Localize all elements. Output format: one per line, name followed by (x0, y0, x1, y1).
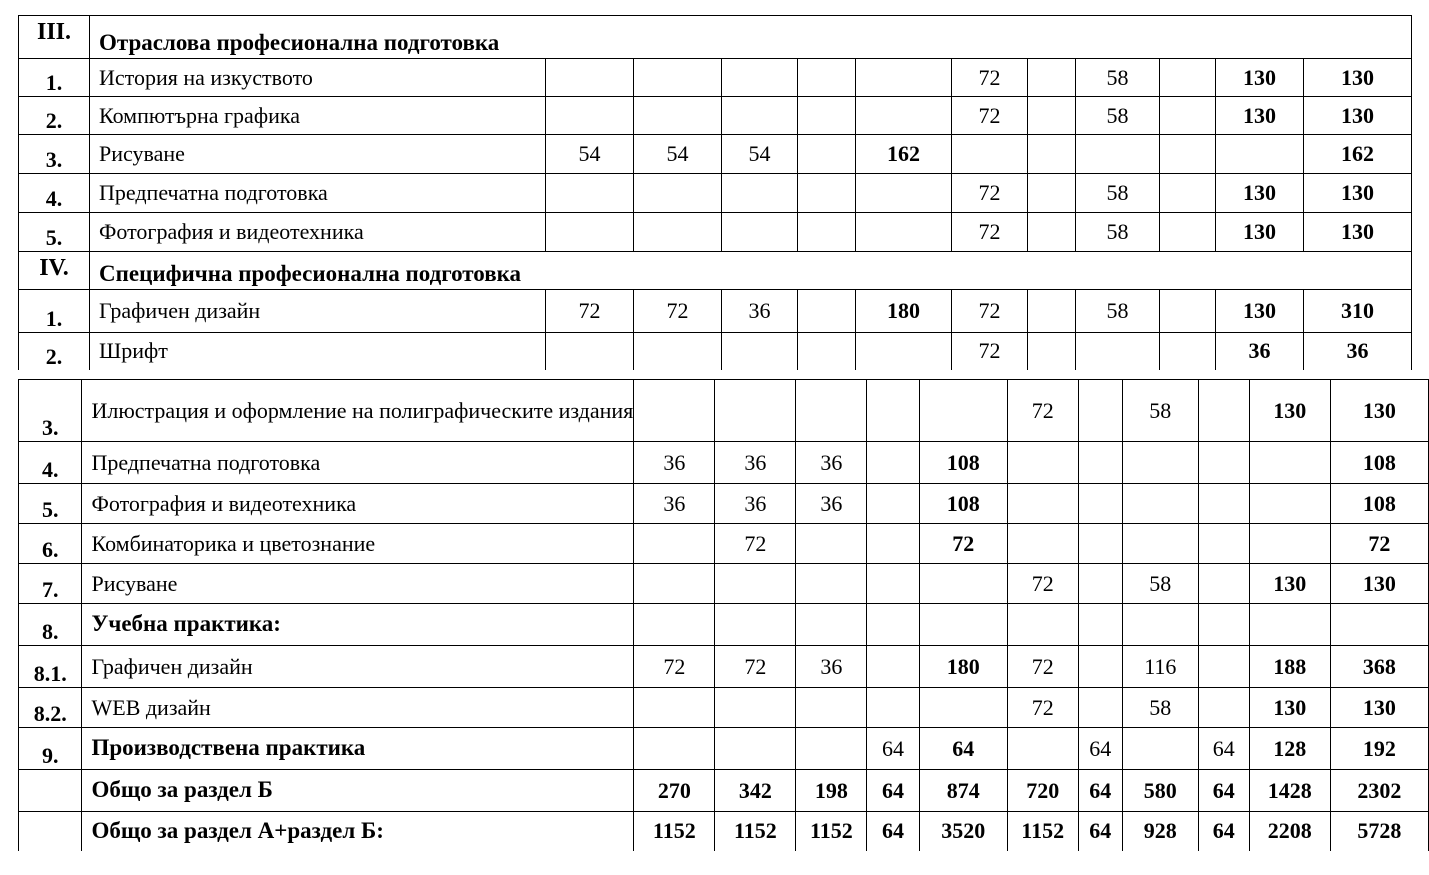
hours-cell (1078, 646, 1122, 688)
hours-cell: 72 (952, 174, 1028, 213)
row-number (19, 812, 82, 851)
hours-cell: 1152 (1007, 812, 1078, 851)
hours-cell (722, 174, 798, 213)
hours-cell: 72 (1330, 524, 1428, 564)
hours-cell (796, 728, 867, 770)
hours-cell (1078, 442, 1122, 484)
hours-cell (1330, 604, 1428, 646)
row-number: 4. (19, 174, 90, 213)
hours-cell (546, 213, 634, 252)
row-number: 9. (19, 728, 82, 770)
hours-cell: 72 (1007, 646, 1078, 688)
hours-cell: 580 (1122, 770, 1198, 812)
hours-cell: 720 (1007, 770, 1078, 812)
hours-cell (856, 174, 952, 213)
hours-cell: 64 (1198, 728, 1249, 770)
subject-name: Производствена практика (82, 728, 634, 770)
hours-cell (1028, 290, 1076, 333)
hours-cell: 36 (796, 442, 867, 484)
hours-cell: 58 (1076, 59, 1160, 97)
hours-cell (1028, 59, 1076, 97)
hours-cell: 58 (1076, 174, 1160, 213)
hours-cell: 108 (1330, 442, 1428, 484)
hours-cell (867, 442, 919, 484)
hours-cell (1007, 484, 1078, 524)
table-row (19, 174, 1412, 213)
table-row (19, 484, 1429, 524)
hours-cell (796, 688, 867, 728)
table-row (19, 524, 1429, 564)
hours-cell: 130 (1249, 688, 1330, 728)
hours-cell (546, 59, 634, 97)
hours-cell: 58 (1122, 564, 1198, 604)
hours-cell: 54 (722, 135, 798, 174)
hours-cell (1122, 484, 1198, 524)
row-number: 8. (19, 604, 82, 646)
subject-name: Графичен дизайн (90, 290, 546, 333)
section-row (19, 16, 1412, 59)
hours-cell: 1428 (1249, 770, 1330, 812)
hours-cell: 58 (1076, 290, 1160, 333)
hours-cell (546, 333, 634, 370)
hours-cell: 5728 (1330, 812, 1428, 851)
hours-cell (798, 174, 856, 213)
hours-cell (919, 564, 1007, 604)
hours-cell (1198, 688, 1249, 728)
hours-cell (867, 604, 919, 646)
hours-cell: 3520 (919, 812, 1007, 851)
hours-cell (796, 380, 867, 442)
hours-cell: 72 (952, 59, 1028, 97)
hours-cell (1249, 604, 1330, 646)
hours-cell: 180 (919, 646, 1007, 688)
row-number: 3. (19, 135, 90, 174)
hours-cell (796, 604, 867, 646)
hours-cell (546, 174, 634, 213)
hours-cell (1078, 380, 1122, 442)
row-number: 4. (19, 442, 82, 484)
hours-cell (867, 646, 919, 688)
total-row (19, 812, 1429, 851)
hours-cell: 130 (1216, 290, 1304, 333)
hours-cell (867, 380, 919, 442)
hours-cell (634, 688, 715, 728)
hours-cell (634, 97, 722, 135)
hours-cell (715, 564, 796, 604)
hours-cell: 130 (1304, 59, 1412, 97)
hours-cell (1160, 290, 1216, 333)
hours-cell: 54 (546, 135, 634, 174)
table-row (19, 728, 1429, 770)
table-row (19, 688, 1429, 728)
hours-cell (1198, 380, 1249, 442)
hours-cell (1007, 524, 1078, 564)
hours-cell: 130 (1216, 97, 1304, 135)
hours-cell (796, 524, 867, 564)
hours-cell: 72 (634, 290, 722, 333)
hours-cell (1078, 524, 1122, 564)
hours-cell (1028, 333, 1076, 370)
hours-cell: 64 (1078, 770, 1122, 812)
hours-cell: 108 (1330, 484, 1428, 524)
hours-cell: 64 (867, 728, 919, 770)
hours-cell: 58 (1076, 97, 1160, 135)
table-row (19, 290, 1412, 333)
hours-cell (634, 59, 722, 97)
hours-cell: 72 (1007, 688, 1078, 728)
subject-name: Рисуване (82, 564, 634, 604)
hours-cell (856, 97, 952, 135)
hours-cell: 36 (1216, 333, 1304, 370)
hours-cell: 310 (1304, 290, 1412, 333)
hours-cell (1198, 484, 1249, 524)
hours-cell: 58 (1122, 380, 1198, 442)
hours-cell (634, 524, 715, 564)
hours-cell (634, 380, 715, 442)
hours-cell (798, 97, 856, 135)
hours-cell: 130 (1304, 213, 1412, 252)
hours-cell (1160, 174, 1216, 213)
subject-name: История на изкуството (90, 59, 546, 97)
hours-cell: 128 (1249, 728, 1330, 770)
row-number: 3. (19, 380, 82, 442)
subject-name: Компютърна графика (90, 97, 546, 135)
hours-cell (1160, 135, 1216, 174)
hours-cell: 72 (715, 524, 796, 564)
hours-cell (722, 333, 798, 370)
hours-cell: 108 (919, 484, 1007, 524)
hours-cell: 270 (634, 770, 715, 812)
table-row (19, 380, 1429, 442)
hours-cell (867, 688, 919, 728)
hours-cell: 58 (1122, 688, 1198, 728)
hours-cell (1078, 564, 1122, 604)
row-number: 5. (19, 484, 82, 524)
hours-cell: 162 (856, 135, 952, 174)
section-title: Отраслова професионална подготовка (90, 16, 1412, 59)
hours-cell (634, 604, 715, 646)
hours-cell (722, 59, 798, 97)
hours-cell: 72 (952, 97, 1028, 135)
hours-cell (919, 604, 1007, 646)
hours-cell: 64 (867, 812, 919, 851)
hours-cell (546, 97, 634, 135)
table-row (19, 646, 1429, 688)
row-number (19, 770, 82, 812)
table-row (19, 604, 1429, 646)
hours-cell (634, 564, 715, 604)
hours-cell: 130 (1304, 97, 1412, 135)
hours-cell (798, 59, 856, 97)
hours-cell: 928 (1122, 812, 1198, 851)
hours-cell (867, 524, 919, 564)
hours-cell: 72 (1007, 380, 1078, 442)
table-row (19, 135, 1412, 174)
row-number: 1. (19, 290, 90, 333)
hours-cell: 1152 (715, 812, 796, 851)
hours-cell: 36 (1304, 333, 1412, 370)
section-title: Специфична професионална подготовка (90, 252, 1412, 290)
hours-cell (1078, 484, 1122, 524)
hours-cell: 64 (1198, 770, 1249, 812)
hours-cell (715, 728, 796, 770)
subject-name: Учебна практика: (82, 604, 634, 646)
subject-name: Общо за раздел А+раздел Б: (82, 812, 634, 851)
hours-cell: 1152 (796, 812, 867, 851)
hours-cell: 64 (1198, 812, 1249, 851)
hours-cell (1160, 97, 1216, 135)
hours-cell (856, 213, 952, 252)
row-number: 1. (19, 59, 90, 97)
hours-cell (1076, 135, 1160, 174)
row-number: 8.2. (19, 688, 82, 728)
hours-cell: 64 (867, 770, 919, 812)
hours-cell (796, 564, 867, 604)
hours-cell: 54 (634, 135, 722, 174)
hours-cell: 64 (1078, 812, 1122, 851)
hours-cell (1007, 728, 1078, 770)
row-number: 7. (19, 564, 82, 604)
hours-cell: 130 (1330, 380, 1428, 442)
subject-name: Общо за раздел Б (82, 770, 634, 812)
total-row (19, 770, 1429, 812)
hours-cell: 198 (796, 770, 867, 812)
hours-cell (856, 333, 952, 370)
hours-cell (715, 688, 796, 728)
hours-cell (634, 728, 715, 770)
hours-cell (1076, 333, 1160, 370)
hours-cell (856, 59, 952, 97)
table-row (19, 333, 1412, 370)
hours-cell: 58 (1076, 213, 1160, 252)
hours-cell (634, 213, 722, 252)
row-number: III. (19, 16, 90, 59)
hours-cell: 130 (1330, 688, 1428, 728)
curriculum-table-part2 (18, 379, 1429, 851)
table-row (19, 442, 1429, 484)
hours-cell: 188 (1249, 646, 1330, 688)
subject-name: Рисуване (90, 135, 546, 174)
hours-cell: 72 (546, 290, 634, 333)
hours-cell: 130 (1216, 59, 1304, 97)
hours-cell (798, 290, 856, 333)
hours-cell: 64 (919, 728, 1007, 770)
row-number: 6. (19, 524, 82, 564)
hours-cell (1078, 688, 1122, 728)
hours-cell (1122, 604, 1198, 646)
hours-cell (798, 213, 856, 252)
hours-cell (634, 174, 722, 213)
hours-cell (1249, 484, 1330, 524)
table-row (19, 59, 1412, 97)
hours-cell (715, 380, 796, 442)
hours-cell: 2302 (1330, 770, 1428, 812)
hours-cell (1160, 333, 1216, 370)
hours-cell (1122, 728, 1198, 770)
hours-cell: 108 (919, 442, 1007, 484)
hours-cell (634, 333, 722, 370)
hours-cell (1122, 524, 1198, 564)
row-number: 2. (19, 97, 90, 135)
hours-cell: 72 (952, 290, 1028, 333)
hours-cell (1198, 524, 1249, 564)
hours-cell: 72 (634, 646, 715, 688)
hours-cell (722, 97, 798, 135)
hours-cell: 130 (1330, 564, 1428, 604)
hours-cell: 36 (634, 484, 715, 524)
hours-cell (1198, 646, 1249, 688)
hours-cell: 130 (1249, 564, 1330, 604)
hours-cell (1122, 442, 1198, 484)
hours-cell: 162 (1304, 135, 1412, 174)
hours-cell (1078, 604, 1122, 646)
subject-name: WEB дизайн (82, 688, 634, 728)
hours-cell: 130 (1216, 213, 1304, 252)
hours-cell (1249, 442, 1330, 484)
hours-cell: 130 (1216, 174, 1304, 213)
hours-cell (867, 564, 919, 604)
hours-cell (1007, 604, 1078, 646)
subject-name: Комбинаторика и цветознание (82, 524, 634, 564)
hours-cell: 72 (919, 524, 1007, 564)
hours-cell (919, 380, 1007, 442)
hours-cell (1198, 564, 1249, 604)
hours-cell: 36 (722, 290, 798, 333)
row-number: 2. (19, 333, 90, 370)
hours-cell: 72 (952, 213, 1028, 252)
row-number: 8.1. (19, 646, 82, 688)
hours-cell (952, 135, 1028, 174)
hours-cell: 36 (796, 646, 867, 688)
hours-cell (1028, 213, 1076, 252)
hours-cell: 72 (715, 646, 796, 688)
row-number: IV. (19, 252, 90, 290)
hours-cell (1028, 174, 1076, 213)
subject-name: Предпечатна подготовка (82, 442, 634, 484)
row-number: 5. (19, 213, 90, 252)
hours-cell: 180 (856, 290, 952, 333)
hours-cell: 192 (1330, 728, 1428, 770)
hours-cell (1007, 442, 1078, 484)
hours-cell (1028, 97, 1076, 135)
table-row (19, 97, 1412, 135)
hours-cell (722, 213, 798, 252)
hours-cell: 116 (1122, 646, 1198, 688)
hours-cell: 64 (1078, 728, 1122, 770)
subject-name: Илюстрация и оформление на полиграфическите издания (82, 380, 634, 442)
subject-name: Фотография и видеотехника (90, 213, 546, 252)
hours-cell: 36 (634, 442, 715, 484)
hours-cell (1160, 213, 1216, 252)
table-row (19, 564, 1429, 604)
hours-cell: 2208 (1249, 812, 1330, 851)
curriculum-table-part1 (18, 15, 1412, 370)
hours-cell (1028, 135, 1076, 174)
hours-cell: 72 (1007, 564, 1078, 604)
hours-cell (867, 484, 919, 524)
hours-cell (1198, 604, 1249, 646)
hours-cell: 368 (1330, 646, 1428, 688)
hours-cell (919, 688, 1007, 728)
hours-cell (798, 135, 856, 174)
hours-cell: 36 (715, 442, 796, 484)
table-row (19, 213, 1412, 252)
hours-cell (1160, 59, 1216, 97)
hours-cell (1216, 135, 1304, 174)
hours-cell: 342 (715, 770, 796, 812)
hours-cell: 72 (952, 333, 1028, 370)
hours-cell: 130 (1304, 174, 1412, 213)
hours-cell: 130 (1249, 380, 1330, 442)
hours-cell: 874 (919, 770, 1007, 812)
subject-name: Шрифт (90, 333, 546, 370)
subject-name: Фотография и видеотехника (82, 484, 634, 524)
subject-name: Графичен дизайн (82, 646, 634, 688)
hours-cell (1249, 524, 1330, 564)
hours-cell: 36 (715, 484, 796, 524)
section-row (19, 252, 1412, 290)
hours-cell (715, 604, 796, 646)
subject-name: Предпечатна подготовка (90, 174, 546, 213)
hours-cell: 36 (796, 484, 867, 524)
hours-cell (1198, 442, 1249, 484)
hours-cell (798, 333, 856, 370)
hours-cell: 1152 (634, 812, 715, 851)
